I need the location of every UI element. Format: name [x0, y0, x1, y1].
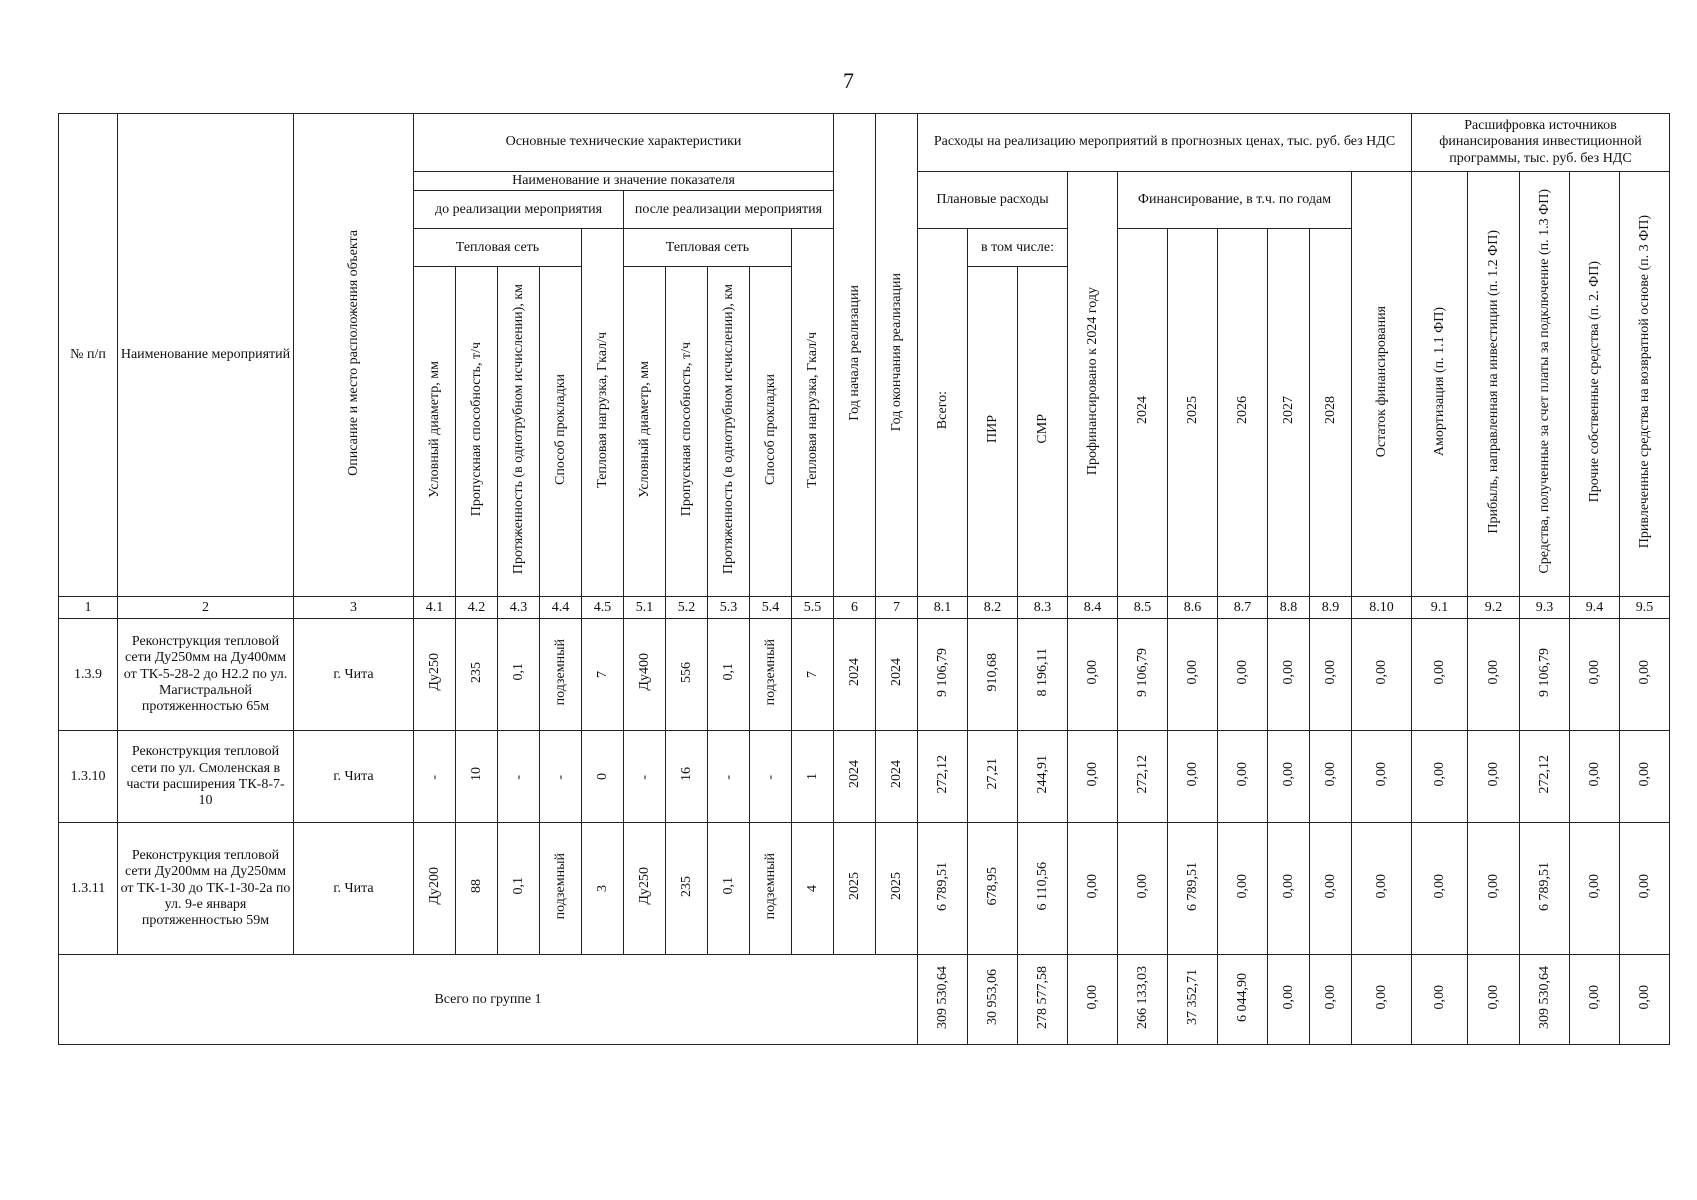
row-cell-wrap — [1118, 823, 1168, 955]
row-cell-wrap — [1412, 731, 1468, 823]
row-cell: 2024 — [888, 658, 904, 687]
col-number: 5.4 — [750, 597, 792, 619]
header-sources: Расшифровка источников финансирования инвестиционной программы, тыс. руб. без НДС — [1412, 114, 1670, 172]
row-num: 1.3.9 — [59, 619, 118, 731]
row-cell-wrap — [708, 823, 750, 955]
row-cell-wrap — [540, 731, 582, 823]
row-cell-wrap — [582, 731, 624, 823]
row-cell: 0,00 — [1322, 873, 1338, 899]
row-cell: - — [762, 774, 778, 780]
row-cell-wrap — [876, 731, 918, 823]
col-number: 9.5 — [1620, 597, 1670, 619]
row-cell-wrap — [1468, 823, 1520, 955]
row-cell-wrap — [968, 619, 1018, 731]
row-name: Реконструкция тепловой сети по ул. Смоленская в части расширения ТК-8-7-10 — [118, 731, 294, 823]
header-smr: СМР — [1034, 414, 1050, 444]
row-name: Реконструкция тепловой сети Ду200мм на Ду250мм от ТК-1-30 до ТК-1-30-2а по ул. 9-е января протяженностью 59м — [118, 823, 294, 955]
row-cell-wrap — [540, 619, 582, 731]
col-number: 5.2 — [666, 597, 708, 619]
header-length-before: Протяженность (в однотрубном исчислении), км — [510, 283, 526, 575]
row-cell-wrap — [750, 731, 792, 823]
row-cell-wrap — [498, 823, 540, 955]
row-cell-wrap — [918, 619, 968, 731]
row-cell: 6 789,51 — [1184, 861, 1200, 911]
row-cell-wrap — [918, 731, 968, 823]
total-row — [59, 955, 1670, 1045]
row-cell: 244,91 — [1034, 754, 1050, 794]
header-capacity-after: Пропускная способность, т/ч — [678, 341, 694, 517]
col-number: 4.4 — [540, 597, 582, 619]
table-row — [59, 619, 1670, 731]
total-cell: 6 044,90 — [1234, 972, 1250, 1022]
header-y2024: 2024 — [1134, 396, 1150, 425]
header-y2025: 2025 — [1184, 396, 1200, 425]
row-cell-wrap — [1352, 619, 1412, 731]
header-prefinanced: Профинансировано к 2024 году — [1084, 287, 1100, 476]
header-remainder: Остаток финансирования — [1373, 305, 1389, 458]
row-cell: - — [552, 774, 568, 780]
col-number: 9.1 — [1412, 597, 1468, 619]
col-number: 4.3 — [498, 597, 540, 619]
row-cell-wrap — [666, 823, 708, 955]
row-cell-wrap — [1018, 731, 1068, 823]
row-location: г. Чита — [294, 619, 414, 731]
col-number: 8.6 — [1168, 597, 1218, 619]
row-cell: подземный — [762, 638, 778, 706]
row-cell: 235 — [468, 661, 484, 683]
col-number: 8.5 — [1118, 597, 1168, 619]
header-profit: Прибыль, направленная на инвестиции (п. 1.2 ФП) — [1485, 229, 1501, 534]
header-network-before: Тепловая сеть — [414, 229, 582, 267]
row-cell-wrap — [1018, 619, 1068, 731]
row-cell-wrap — [834, 619, 876, 731]
row-cell: 272,12 — [934, 754, 950, 794]
row-cell-wrap — [1520, 731, 1570, 823]
col-number: 8.9 — [1310, 597, 1352, 619]
row-cell-wrap — [968, 731, 1018, 823]
col-number: 4.2 — [456, 597, 498, 619]
row-cell: 6 789,51 — [1536, 861, 1552, 911]
header-capacity-before: Пропускная способность, т/ч — [468, 341, 484, 517]
row-cell: 0,00 — [1431, 873, 1447, 899]
row-cell-wrap — [1520, 823, 1570, 955]
row-cell-wrap — [1218, 619, 1268, 731]
row-cell: 0,00 — [1234, 659, 1250, 685]
row-cell: - — [426, 774, 442, 780]
header-other: Прочие собственные средства (п. 2. ФП) — [1586, 260, 1602, 503]
row-cell-wrap — [414, 731, 456, 823]
total-cell: 0,00 — [1485, 984, 1501, 1010]
row-cell: 0,00 — [1184, 659, 1200, 685]
row-cell: 88 — [468, 879, 484, 894]
header-before: до реализации мероприятия — [414, 191, 624, 229]
row-cell-wrap — [582, 823, 624, 955]
total-cell: 278 577,58 — [1034, 965, 1050, 1029]
header-load-after: Тепловая нагрузка, Гкал/ч — [804, 332, 820, 488]
row-cell: 0,00 — [1322, 761, 1338, 787]
row-cell: Ду400 — [636, 653, 652, 691]
row-cell: 4 — [804, 884, 820, 892]
row-cell-wrap — [1620, 731, 1670, 823]
row-cell-wrap — [540, 823, 582, 955]
row-cell: 0,00 — [1234, 761, 1250, 787]
row-cell-wrap — [792, 823, 834, 955]
row-cell-wrap — [1268, 823, 1310, 955]
header-num: № п/п — [59, 114, 118, 597]
col-number: 8.7 — [1218, 597, 1268, 619]
header-diameter-before: Условный диаметр, мм — [426, 360, 442, 498]
row-cell: 2024 — [846, 760, 862, 789]
total-cell: 37 352,71 — [1184, 969, 1200, 1026]
row-location: г. Чита — [294, 823, 414, 955]
total-cell: 0,00 — [1586, 984, 1602, 1010]
col-number: 1 — [59, 597, 118, 619]
header-year-end: Год окончания реализации — [888, 273, 904, 432]
row-cell-wrap — [792, 619, 834, 731]
row-cell: 0,00 — [1280, 873, 1296, 899]
row-cell-wrap — [1310, 731, 1352, 823]
row-cell: 1 — [804, 772, 820, 780]
row-cell-wrap — [456, 731, 498, 823]
row-cell: 272,12 — [1536, 754, 1552, 794]
total-cell: 0,00 — [1322, 984, 1338, 1010]
header-expenses: Расходы на реализацию мероприятий в прогнозных ценах, тыс. руб. без НДС — [918, 114, 1412, 172]
row-cell: 0,00 — [1431, 659, 1447, 685]
row-cell-wrap — [1118, 731, 1168, 823]
row-cell: 6 789,51 — [934, 861, 950, 911]
row-cell: 0,1 — [510, 663, 526, 681]
header-indicator: Наименование и значение показателя — [414, 172, 834, 191]
header-network-after: Тепловая сеть — [624, 229, 792, 267]
col-number: 5.3 — [708, 597, 750, 619]
row-cell: 7 — [594, 670, 610, 678]
row-cell-wrap — [1620, 619, 1670, 731]
row-cell-wrap — [666, 619, 708, 731]
row-cell-wrap — [1168, 823, 1218, 955]
col-number: 5.5 — [792, 597, 834, 619]
row-cell: 0,00 — [1485, 761, 1501, 787]
row-cell-wrap — [582, 619, 624, 731]
row-cell: 3 — [594, 884, 610, 892]
col-number: 5.1 — [624, 597, 666, 619]
col-number: 8.3 — [1018, 597, 1068, 619]
row-cell-wrap — [498, 731, 540, 823]
row-cell-wrap — [968, 823, 1018, 955]
row-cell-wrap — [1118, 619, 1168, 731]
row-cell: 0,00 — [1280, 659, 1296, 685]
row-cell: - — [510, 774, 526, 780]
row-cell: 0,00 — [1636, 659, 1652, 685]
row-cell-wrap — [1520, 619, 1570, 731]
row-cell-wrap — [792, 731, 834, 823]
row-cell-wrap — [624, 823, 666, 955]
row-cell: 9 106,79 — [1536, 647, 1552, 697]
row-cell: 0,00 — [1084, 873, 1100, 899]
header-name: Наименование мероприятий — [118, 114, 294, 597]
table-row — [59, 731, 1670, 823]
header-laying-after: Способ прокладки — [762, 373, 778, 485]
row-cell-wrap — [1018, 823, 1068, 955]
row-cell-wrap — [1468, 731, 1520, 823]
row-cell-wrap — [1352, 823, 1412, 955]
header-incl: в том числе: — [968, 229, 1068, 267]
investment-program-table — [58, 113, 1670, 1045]
col-number: 9.2 — [1468, 597, 1520, 619]
row-cell: 2024 — [846, 658, 862, 687]
row-cell: 9 106,79 — [1134, 647, 1150, 697]
row-cell: 910,68 — [984, 652, 1000, 692]
row-cell-wrap — [498, 619, 540, 731]
row-cell-wrap — [918, 823, 968, 955]
header-total: Всего: — [934, 390, 950, 430]
row-cell: 0,00 — [1586, 761, 1602, 787]
row-cell-wrap — [456, 619, 498, 731]
row-cell: 0,00 — [1322, 659, 1338, 685]
row-cell: 0,1 — [720, 663, 736, 681]
header-pir: ПИР — [984, 415, 1000, 444]
col-number: 6 — [834, 597, 876, 619]
row-cell-wrap — [666, 731, 708, 823]
row-cell-wrap — [876, 619, 918, 731]
row-cell: 235 — [678, 875, 694, 897]
header-diameter-after: Условный диаметр, мм — [636, 360, 652, 498]
header-financing: Финансирование, в т.ч. по годам — [1118, 172, 1352, 229]
row-cell-wrap — [1068, 823, 1118, 955]
row-cell-wrap — [1310, 823, 1352, 955]
row-cell: подземный — [552, 638, 568, 706]
row-cell: - — [636, 774, 652, 780]
row-cell: 556 — [678, 661, 694, 683]
row-cell: 0,00 — [1636, 761, 1652, 787]
row-cell-wrap — [1068, 619, 1118, 731]
row-cell: 0,00 — [1373, 659, 1389, 685]
row-cell-wrap — [1218, 731, 1268, 823]
total-cell: 0,00 — [1636, 984, 1652, 1010]
row-num: 1.3.11 — [59, 823, 118, 955]
row-cell-wrap — [708, 619, 750, 731]
header-y2027: 2027 — [1280, 396, 1296, 425]
total-label: Всего по группе 1 — [59, 955, 918, 1045]
row-cell-wrap — [1570, 823, 1620, 955]
row-cell: 9 106,79 — [934, 647, 950, 697]
row-cell: 2025 — [888, 872, 904, 901]
row-cell-wrap — [1570, 619, 1620, 731]
header-connection: Средства, полученные за счет платы за подключение (п. 1.3 ФП) — [1536, 189, 1552, 574]
header-after: после реализации мероприятия — [624, 191, 834, 229]
row-cell-wrap — [414, 823, 456, 955]
header-planned: Плановые расходы — [918, 172, 1068, 229]
total-cell: 0,00 — [1280, 984, 1296, 1010]
total-cell: 309 530,64 — [934, 965, 950, 1029]
row-cell: Ду250 — [426, 653, 442, 691]
row-cell-wrap — [1310, 619, 1352, 731]
total-cell: 0,00 — [1431, 984, 1447, 1010]
row-cell-wrap — [414, 619, 456, 731]
row-cell: 0,00 — [1586, 659, 1602, 685]
row-cell: 0 — [594, 772, 610, 780]
row-cell: 2025 — [846, 872, 862, 901]
col-number: 8.1 — [918, 597, 968, 619]
row-cell: 8 196,11 — [1034, 647, 1050, 697]
row-cell: 0,00 — [1431, 761, 1447, 787]
row-cell-wrap — [708, 731, 750, 823]
row-cell: 0,00 — [1184, 761, 1200, 787]
col-number: 2 — [118, 597, 294, 619]
row-cell: 10 — [468, 767, 484, 782]
col-number: 3 — [294, 597, 414, 619]
column-number-row — [59, 597, 1670, 619]
row-cell: 0,00 — [1373, 761, 1389, 787]
total-cell: 30 953,06 — [984, 969, 1000, 1026]
header-length-after: Протяженность (в однотрубном исчислении), км — [720, 283, 736, 575]
row-cell: 0,00 — [1234, 873, 1250, 899]
header-laying-before: Способ прокладки — [552, 373, 568, 485]
total-cell: 309 530,64 — [1536, 965, 1552, 1029]
row-cell: подземный — [762, 852, 778, 920]
table-row — [59, 823, 1670, 955]
row-cell-wrap — [834, 731, 876, 823]
row-cell: 0,00 — [1586, 873, 1602, 899]
row-cell-wrap — [1168, 731, 1218, 823]
header-amort: Амортизация (п. 1.1 ФП) — [1431, 306, 1447, 457]
col-number: 7 — [876, 597, 918, 619]
row-cell: 0,00 — [1084, 761, 1100, 787]
header-borrowed: Привлеченные средства на возвратной основе (п. 3 ФП) — [1636, 214, 1652, 549]
header-load-before: Тепловая нагрузка, Гкал/ч — [594, 332, 610, 488]
row-cell: подземный — [552, 852, 568, 920]
row-cell: 2024 — [888, 760, 904, 789]
row-cell-wrap — [834, 823, 876, 955]
row-cell: 16 — [678, 767, 694, 782]
col-number: 8.4 — [1068, 597, 1118, 619]
col-number: 8.8 — [1268, 597, 1310, 619]
total-cell: 0,00 — [1084, 984, 1100, 1010]
row-cell: 0,00 — [1485, 873, 1501, 899]
row-cell-wrap — [1168, 619, 1218, 731]
row-cell: 27,21 — [984, 758, 1000, 790]
row-cell-wrap — [750, 823, 792, 955]
row-cell-wrap — [1412, 619, 1468, 731]
total-cell: 0,00 — [1373, 984, 1389, 1010]
row-cell: - — [720, 774, 736, 780]
col-number: 4.5 — [582, 597, 624, 619]
col-number: 9.4 — [1570, 597, 1620, 619]
row-cell: 0,00 — [1280, 761, 1296, 787]
header-location: Описание и место расположения объекта — [345, 229, 361, 476]
col-number: 9.3 — [1520, 597, 1570, 619]
row-cell-wrap — [1268, 731, 1310, 823]
row-cell-wrap — [1218, 823, 1268, 955]
row-cell-wrap — [1068, 731, 1118, 823]
row-cell-wrap — [1620, 823, 1670, 955]
header-year-start: Год начала реализации — [846, 284, 862, 421]
row-cell: Ду250 — [636, 867, 652, 905]
header-y2026: 2026 — [1234, 396, 1250, 425]
row-location: г. Чита — [294, 731, 414, 823]
row-cell: 0,00 — [1134, 873, 1150, 899]
header-y2028: 2028 — [1322, 396, 1338, 425]
row-cell-wrap — [624, 619, 666, 731]
row-cell: 0,00 — [1636, 873, 1652, 899]
row-cell: 0,1 — [720, 877, 736, 895]
header-tech: Основные технические характеристики — [414, 114, 834, 172]
row-cell-wrap — [1468, 619, 1520, 731]
row-cell-wrap — [456, 823, 498, 955]
row-cell: 7 — [804, 670, 820, 678]
row-cell-wrap — [1570, 731, 1620, 823]
total-cell: 266 133,03 — [1134, 965, 1150, 1029]
row-cell: 0,1 — [510, 877, 526, 895]
row-cell: 0,00 — [1485, 659, 1501, 685]
row-cell-wrap — [876, 823, 918, 955]
col-number: 8.2 — [968, 597, 1018, 619]
col-number: 8.10 — [1352, 597, 1412, 619]
row-cell: 678,95 — [984, 866, 1000, 906]
row-cell-wrap — [1268, 619, 1310, 731]
row-cell: Ду200 — [426, 867, 442, 905]
row-cell-wrap — [1352, 731, 1412, 823]
row-cell-wrap — [1412, 823, 1468, 955]
row-cell: 0,00 — [1373, 873, 1389, 899]
row-cell-wrap — [624, 731, 666, 823]
row-num: 1.3.10 — [59, 731, 118, 823]
page-number: 7 — [843, 68, 854, 93]
row-cell: 272,12 — [1134, 754, 1150, 794]
row-name: Реконструкция тепловой сети Ду250мм на Ду400мм от ТК-5-28-2 до Н2.2 по ул. Магистральной протяженностью 65м — [118, 619, 294, 731]
row-cell-wrap — [750, 619, 792, 731]
row-cell: 6 110,56 — [1034, 861, 1050, 911]
row-cell: 0,00 — [1084, 659, 1100, 685]
col-number: 4.1 — [414, 597, 456, 619]
